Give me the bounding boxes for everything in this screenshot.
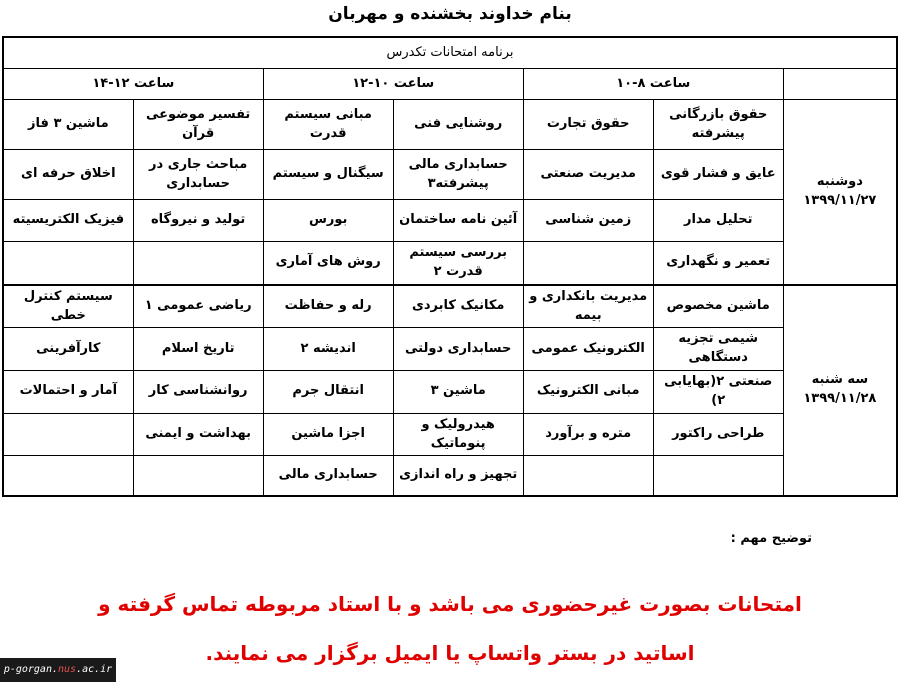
course-cell: مدیریت صنعتی (523, 150, 653, 200)
course-cell: اجزا ماشین (263, 413, 393, 456)
watermark-highlight: nus (58, 664, 77, 675)
course-cell: تاریخ اسلام (133, 328, 263, 371)
course-cell: اخلاق حرفه ای (3, 150, 133, 200)
course-cell: سیستم کنترل خطی (3, 285, 133, 328)
course-cell (3, 456, 133, 496)
course-cell: مکانیک کابردی (393, 285, 523, 328)
course-cell: ماشین مخصوص (653, 285, 783, 328)
day-name: سه شنبه (811, 372, 869, 388)
watermark-prefix: p-gorgan. (3, 664, 58, 675)
day-date: ۱۳۹۹/۱۱/۲۸ (803, 391, 877, 407)
table-banner: برنامه امتحانات تکدرس (3, 37, 897, 69)
course-cell: بورس (263, 200, 393, 242)
warning-line-1: امتحانات بصورت غیرحضوری می باشد و با استاد مربوطه تماس گرفته و (98, 592, 802, 616)
course-cell: ماشین ۳ فاز (3, 100, 133, 150)
course-cell (523, 242, 653, 285)
watermark-suffix: .ac.ir (76, 664, 113, 675)
course-cell (133, 456, 263, 496)
day-name: دوشنبه (816, 174, 863, 189)
page-title: بنام خداوند بخشنده و مهربان (328, 4, 572, 24)
course-cell: الکترونیک عمومی (523, 328, 653, 371)
course-cell: اندیشه ۲ (263, 328, 393, 371)
course-cell (653, 456, 783, 496)
course-cell: تجهیز و راه اندازی (393, 456, 523, 496)
course-cell: حسابداری مالی پیشرفته۳ (393, 150, 523, 200)
course-cell: رله و حفاظت (263, 285, 393, 328)
course-cell: طراحی راکتور (653, 413, 783, 456)
course-cell: روانشناسی کار (133, 371, 263, 414)
slot-header: ساعت ۱۲-۱۴ (3, 69, 263, 100)
course-cell: تولید و نیروگاه (133, 200, 263, 242)
course-cell: کارآفرینی (3, 328, 133, 371)
important-note-label: توضیح مهم : (730, 531, 812, 546)
course-cell: روشنایی فنی (393, 100, 523, 150)
course-cell: مبانی الکترونیک (523, 371, 653, 414)
day-date: ۱۳۹۹/۱۱/۲۷ (803, 192, 877, 208)
course-cell: فیزیک الکتریسیته (3, 200, 133, 242)
site-watermark (0, 658, 116, 682)
course-cell: حسابداری مالی (263, 456, 393, 496)
course-cell: شیمی تجزیه دستگاهی (653, 328, 783, 371)
course-cell: ماشین ۳ (393, 371, 523, 414)
course-cell (133, 242, 263, 285)
course-cell: انتقال جرم (263, 371, 393, 414)
day-cell (783, 285, 897, 496)
course-cell: تفسیر موضوعی قرآن (133, 100, 263, 150)
course-cell: آئین نامه ساختمان (393, 200, 523, 242)
course-cell: تحلیل مدار (653, 200, 783, 242)
course-cell: هیدرولیک و پنوماتیک (393, 413, 523, 456)
course-cell (3, 242, 133, 285)
course-cell: مبانی سیستم قدرت (263, 100, 393, 150)
course-cell: بررسی سیستم قدرت ۲ (393, 242, 523, 285)
course-cell: مباحث جاری در حسابداری (133, 150, 263, 200)
course-cell: حسابداری دولتی (393, 328, 523, 371)
course-cell: مدیریت بانکداری و بیمه (523, 285, 653, 328)
day-cell (783, 100, 897, 285)
course-cell: عایق و فشار قوی (653, 150, 783, 200)
warning-line-2: اساتید در بستر واتساپ یا ایمیل برگزار می نمایند. (205, 641, 695, 665)
course-cell: حقوق تجارت (523, 100, 653, 150)
course-cell: متره و برآورد (523, 413, 653, 456)
course-cell: صنعتی ۲(بهایابی ۲) (653, 371, 783, 414)
course-cell (3, 413, 133, 456)
course-cell: تعمیر و نگهداری (653, 242, 783, 285)
course-cell: روش های آماری (263, 242, 393, 285)
slot-header: ساعت ۱۰-۱۲ (263, 69, 523, 100)
course-cell: آمار و احتمالات (3, 371, 133, 414)
slot-header: ساعت ۸-۱۰ (523, 69, 783, 100)
course-cell: سیگنال و سیستم (263, 150, 393, 200)
course-cell: زمین شناسی (523, 200, 653, 242)
course-cell: ریاضی عمومی ۱ (133, 285, 263, 328)
day-header-corner (783, 69, 897, 100)
exam-schedule-table (2, 36, 898, 497)
course-cell: بهداشت و ایمنی (133, 413, 263, 456)
course-cell (523, 456, 653, 496)
course-cell: حقوق بازرگانی پیشرفته (653, 100, 783, 150)
